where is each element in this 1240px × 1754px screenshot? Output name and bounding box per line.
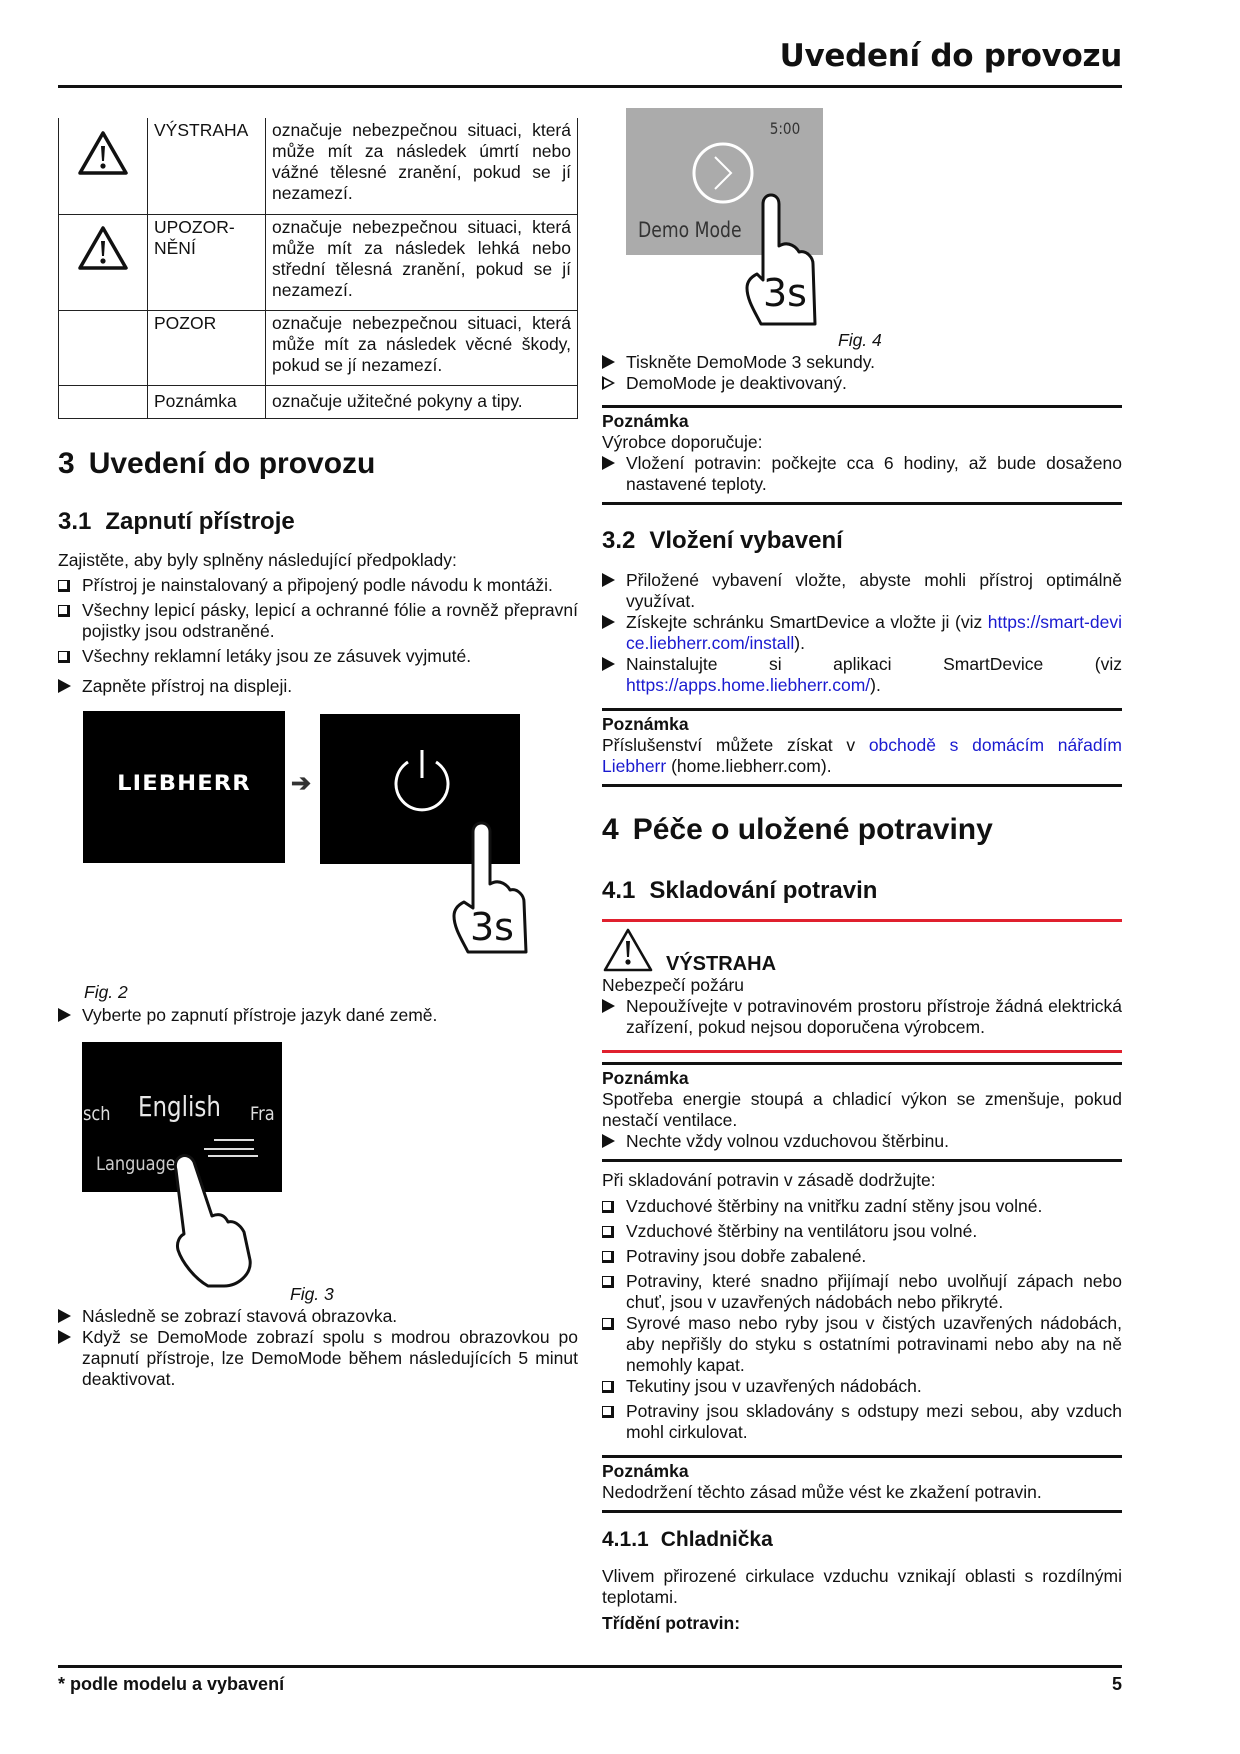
note-box: Poznámka Nedodržení těchto zásad může vést ke zkažení potravin. — [602, 1461, 1122, 1503]
language-screen: sch English Fra Language — [82, 1042, 282, 1192]
checklist-item: Syrové maso nebo ryby jsou v čistých uzavřených nádobách, aby nepřišly do styku s ostatními potravinami nebo aby na ně nemohly kapat. — [602, 1313, 1122, 1376]
section-4-heading: 4 Péče o uložené potraviny — [602, 813, 993, 846]
language-option-selected: English — [138, 1090, 221, 1123]
checklist-item: Přístroj je nainstalovaný a připojený podle návodu k montáži. — [58, 575, 578, 596]
action-arrow-icon — [602, 657, 615, 671]
action-arrow-icon — [602, 355, 615, 369]
prerequisites — [58, 550, 578, 697]
checklist-item: Potraviny jsou skladovány s odstupy mezi sebou, aby vzduch mohl cirkulovat. — [602, 1401, 1122, 1443]
action-arrow-icon — [602, 456, 615, 470]
svg-text:3s: 3s — [470, 905, 514, 949]
pressing-finger-icon — [745, 188, 835, 338]
sorting-label: Třídění potravin: — [602, 1613, 741, 1633]
action-step: Tiskněte DemoMode 3 sekundy. — [602, 352, 1122, 373]
page-header-title: Uvedení do provozu — [779, 38, 1122, 74]
checkbox-icon — [602, 1201, 614, 1213]
note-box: Poznámka Výrobce doporučuje: Vložení potravin: počkejte cca 6 hodiny, až bude dosaženo nastavené teploty. — [602, 411, 1122, 494]
signal-description: označuje užitečné pokyny a tipy. — [266, 385, 578, 418]
figure-caption: Fig. 3 — [290, 1284, 334, 1304]
table-row — [59, 310, 578, 385]
checkbox-icon — [602, 1251, 614, 1263]
equipment-steps — [602, 570, 1122, 696]
table-row — [59, 214, 578, 310]
checkbox-icon — [602, 1226, 614, 1238]
note-rule — [602, 405, 1122, 408]
checkbox-icon — [58, 651, 70, 663]
footer-rule — [58, 1665, 1122, 1668]
checklist-item: Všechny lepicí pásky, lepicí a ochranné fólie a rovněž přepravní pojistky jsou odstraněné. — [58, 600, 578, 642]
checkbox-icon — [602, 1276, 614, 1288]
warning-triangle-icon — [602, 927, 654, 973]
signal-description: označuje nebezpečnou situaci, která může mít za následek úmrtí nebo vážné tělesné zranění, pokud se jí nezamezí. — [266, 118, 578, 214]
warning-triangle-icon — [77, 225, 129, 271]
checkbox-icon — [602, 1406, 614, 1418]
section-4-1-heading: 4.1 Skladování potravin — [602, 877, 878, 904]
pressing-finger-icon — [448, 812, 538, 962]
power-icon — [390, 748, 454, 814]
note-rule — [602, 502, 1122, 505]
action-arrow-icon — [602, 615, 615, 629]
checklist-item: Potraviny jsou dobře zabalené. — [602, 1246, 1122, 1267]
action-arrow-icon — [58, 1309, 71, 1323]
signal-description: označuje nebezpečnou situaci, která může mít za následek lehká nebo střední tělesná zranění, pokud se jí nezamezí. — [266, 214, 578, 310]
warning-rule — [602, 919, 1122, 922]
action-step: Nechte vždy volnou vzduchovou štěrbinu. — [602, 1131, 1122, 1152]
footer-note: * podle modelu a vybavení — [58, 1674, 285, 1694]
prerequisites-intro: Zajistěte, aby byly splněny následující předpoklady: — [58, 550, 457, 570]
section-3 — [58, 446, 578, 482]
note-title: Poznámka — [602, 714, 689, 734]
action-arrow-icon — [602, 999, 615, 1013]
checkbox-icon — [58, 580, 70, 592]
signal-label: VÝSTRAHA — [148, 118, 266, 214]
action-arrow-icon — [58, 679, 71, 693]
note-rule — [602, 1062, 1122, 1065]
note-rule — [602, 1159, 1122, 1162]
checklist-item: Tekutiny jsou v uzavřených nádobách. — [602, 1376, 1122, 1397]
section-3-1-heading: 3.1 Zapnutí přístroje — [58, 508, 295, 535]
table-row — [59, 118, 578, 214]
header-rule — [58, 85, 1122, 88]
checklist-item: Vzduchové štěrbiny na vnitřku zadní stěny jsou volné. — [602, 1196, 1122, 1217]
warning-title: VÝSTRAHA — [666, 953, 777, 975]
warning-triangle-icon — [77, 130, 129, 176]
figure-caption: Fig. 2 — [84, 982, 128, 1002]
demo-mode-label: Demo Mode — [638, 218, 742, 242]
action-arrow-icon — [602, 1134, 615, 1148]
signal-label: UPOZOR- NĚNÍ — [148, 214, 266, 310]
svg-text:3s: 3s — [763, 271, 807, 315]
smartdevice-app-link[interactable]: https://apps.home.liebherr.com/ — [626, 675, 871, 695]
action-result: DemoMode je deaktivovaný. — [602, 373, 1122, 394]
signal-label: Poznámka — [148, 385, 266, 418]
note-title: Poznámka — [602, 1461, 689, 1481]
section-3-heading: 3 Uvedení do provozu — [58, 447, 376, 480]
checkbox-icon — [602, 1381, 614, 1393]
note-rule — [602, 708, 1122, 711]
action-step: Nainstalujte si aplikaci SmartDevice (viz https://apps.home.liebherr.com/). — [602, 654, 1122, 696]
demo-timer: 5:00 — [769, 119, 801, 138]
action-arrow-icon — [58, 1008, 71, 1022]
storage-rules: Při skladování potravin v zásadě dodržujte: Vzduchové štěrbiny na vnitřku zadní stěny jsou volné. Vzduchové štěrbiny na ventilátoru jsou volné. Potraviny jsou dobře zabalené. Potraviny, které snadno přijímají nebo uvolňují zápach nebo chuť, jsou v uzavřených nádobách nebo přikryté. Syrové maso nebo ryby jsou v čistých uzavřených nádobách, aby nepřišly do styku s ostatními potravinami nebo aby na ně nemohly kapat. Tekutiny jsou v uzavřených nádobách. Potraviny jsou skladovány s odstupy mezi sebou, aby vzduch mohl cirkulovat. — [602, 1170, 1122, 1442]
signal-description: označuje nebezpečnou situaci, která může mít za následek věcné škody, pokud se jí nezamezí. — [266, 310, 578, 385]
arrow-right-icon: ➔ — [291, 770, 312, 797]
note-rule — [602, 1455, 1122, 1458]
section-3-2-heading: 3.2 Vložení vybavení — [602, 527, 843, 554]
smartdevice-install-link[interactable]: https://smart-device.liebherr.com/install — [626, 612, 1122, 653]
warning-box — [602, 927, 1122, 1038]
liebherr-logo: LIEBHERR — [117, 771, 251, 795]
action-step: Vyberte po zapnutí přístroje jazyk dané země. — [58, 1005, 578, 1026]
section-4-1-1-heading: 4.1.1 Chladnička — [602, 1528, 773, 1551]
checkbox-icon — [58, 605, 70, 617]
action-step: Získejte schránku SmartDevice a vložte ji (viz https://smart-device.liebherr.com/install). — [602, 612, 1122, 654]
note-title: Poznámka — [602, 1068, 689, 1088]
checkbox-icon — [602, 1318, 614, 1330]
warning-rule — [602, 1050, 1122, 1053]
action-step: Následně se zobrazí stavová obrazovka. — [58, 1306, 578, 1327]
action-step: Nepoužívejte v potravinovém prostoru přístroje žádná elektrická zařízení, pokud nejsou doporučena výrobcem. — [602, 996, 1122, 1038]
note-rule — [602, 784, 1122, 787]
figure-caption: Fig. 4 — [838, 330, 882, 350]
swiping-finger-icon — [168, 1140, 268, 1290]
checklist-item: Všechny reklamní letáky jsou ze zásuvek vyjmuté. — [58, 646, 578, 667]
signal-label: POZOR — [148, 310, 266, 385]
note-box: Poznámka Spotřeba energie stoupá a chladicí výkon se zmenšuje, pokud nestačí ventilace. Nechte vždy volnou vzduchovou štěrbinu. — [602, 1068, 1122, 1151]
action-step: Zapněte přístroj na displeji. — [58, 676, 578, 697]
action-step: Přiložené vybavení vložte, abyste mohli přístroj optimálně využívat. — [602, 570, 1122, 612]
checklist-item: Potraviny, které snadno přijímají nebo uvolňují zápach nebo chuť, jsou v uzavřených nádobách nebo přikryté. — [602, 1271, 1122, 1313]
action-arrow-icon — [602, 573, 615, 587]
result-arrow-icon — [602, 376, 615, 390]
liebherr-shop-link[interactable]: obchodě s domácím nářadím Liebherr — [602, 735, 1122, 776]
note-title: Poznámka — [602, 411, 689, 431]
note-box: Poznámka Příslušenství můžete získat v obchodě s domácím nářadím Liebherr (home.liebherr.com). — [602, 714, 1122, 776]
checklist-item: Vzduchové štěrbiny na ventilátoru jsou volné. — [602, 1221, 1122, 1242]
liebherr-logo-screen — [83, 711, 285, 863]
action-arrow-icon — [58, 1330, 71, 1344]
warning-subtitle: Nebezpečí požáru — [602, 975, 745, 995]
signal-word-table — [58, 118, 578, 419]
page-number: 5 — [1111, 1674, 1122, 1694]
fridge-description: Vlivem přirozené cirkulace vzduchu vznikají oblasti s rozdílnými teplotami. — [602, 1566, 1122, 1607]
table-row — [59, 385, 578, 418]
action-step: Vložení potravin: počkejte cca 6 hodiny, až bude dosaženo nastavené teploty. — [602, 453, 1122, 495]
note-rule — [602, 1510, 1122, 1513]
action-step: Když se DemoMode zobrazí spolu s modrou obrazovkou po zapnutí přístroje, lze DemoMode během následujících 5 minut deaktivovat. — [58, 1327, 578, 1390]
